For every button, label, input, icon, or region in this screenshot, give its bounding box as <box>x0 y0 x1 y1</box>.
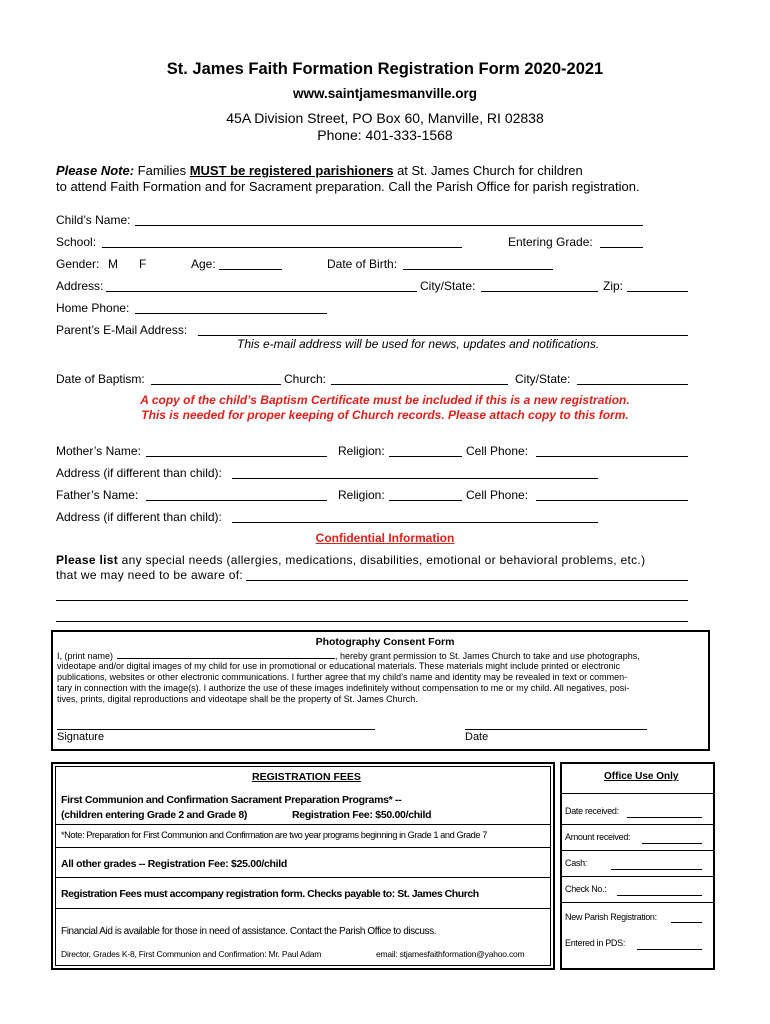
zip-field[interactable] <box>627 291 688 292</box>
office-title: Office Use Only <box>604 771 679 782</box>
fees-director: Director, Grades K-8, First Communion and Confirmation: Mr. Paul Adam <box>61 949 322 959</box>
office-date-received-field[interactable] <box>627 817 702 818</box>
registration-note <box>56 163 583 178</box>
parent-email-label: Parent’s E-Mail Address: <box>56 323 188 337</box>
fees-divider-4 <box>55 908 551 909</box>
mother-cell-field[interactable] <box>536 456 688 457</box>
signature-field[interactable] <box>57 729 375 730</box>
special-needs-field-3[interactable] <box>56 621 688 622</box>
fees-divider-2 <box>55 847 551 848</box>
fees-divider-3 <box>55 877 551 878</box>
confidential-title: Confidential Information <box>315 531 455 545</box>
gender-label: Gender: <box>56 257 100 271</box>
home-phone-field[interactable] <box>135 313 327 314</box>
gender-m-option[interactable]: M <box>108 257 118 271</box>
mother-name-label: Mother’s Name: <box>56 444 141 458</box>
baptism-date-label: Date of Baptism: <box>56 372 145 386</box>
father-name-label: Father’s Name: <box>56 488 139 502</box>
email-note: This e-mail address will be used for news, updates and notifications. <box>237 337 600 351</box>
entering-grade-label: Entering Grade: <box>508 235 593 249</box>
office-new-parish-field[interactable] <box>671 922 702 923</box>
baptism-city-label: City/State: <box>515 372 571 386</box>
office-check-label: Check No.: <box>565 884 607 894</box>
entering-grade-field[interactable] <box>600 247 643 248</box>
consent-date-field[interactable] <box>465 729 647 730</box>
mother-religion-label: Religion: <box>338 444 385 458</box>
dob-label: Date of Birth: <box>327 257 398 271</box>
fees-programs-fee: Registration Fee: $50.00/child <box>292 809 432 821</box>
consent-line-4: tary in connection with the image(s). I authorize the use of these images indefinitely without compensation to me or my child. All negatives, posi- <box>57 683 630 693</box>
mother-address-field[interactable] <box>232 478 598 479</box>
office-check-field[interactable] <box>617 895 702 896</box>
school-field[interactable] <box>102 247 462 248</box>
fees-accompany: Registration Fees must accompany registration form. Checks payable to: St. James Church <box>61 888 479 900</box>
signature-label: Signature <box>57 731 105 743</box>
office-divider-2 <box>562 824 713 825</box>
office-amount-field[interactable] <box>642 843 702 844</box>
office-pds-field[interactable] <box>637 949 702 950</box>
consent-line-1 <box>57 650 640 662</box>
office-divider-4 <box>562 876 713 877</box>
office-divider-5 <box>562 902 713 903</box>
child-name-field[interactable] <box>135 225 643 226</box>
office-date-received-label: Date received: <box>565 806 619 816</box>
parent-email-field[interactable] <box>198 335 688 336</box>
parish-address: 45A Division Street, PO Box 60, Manville, RI 02838 <box>226 110 544 126</box>
note-emphasis: MUST be registered parishioners <box>189 163 394 178</box>
school-label: School: <box>56 235 97 249</box>
office-divider-1 <box>562 793 713 794</box>
office-divider-3 <box>562 850 713 851</box>
special-needs-line2: that we may need to be aware of: <box>56 568 244 582</box>
consent-title: Photography Consent Form <box>315 636 455 648</box>
consent-line-1b: , hereby grant permission to St. James Church to take and use photographs, <box>335 651 640 661</box>
baptism-church-label: Church: <box>284 372 327 386</box>
parish-phone: Phone: 401-333-1568 <box>317 127 453 143</box>
address-label: Address: <box>56 279 104 293</box>
baptism-warning-2: This is needed for proper keeping of Church records. Please attach copy to this form. <box>141 408 629 422</box>
father-address-label: Address (if different than child): <box>56 510 222 524</box>
father-cell-label: Cell Phone: <box>466 488 529 502</box>
fees-programs-line2: (children entering Grade 2 and Grade 8) <box>61 809 248 821</box>
zip-label: Zip: <box>603 279 624 293</box>
special-needs-field-2[interactable] <box>56 600 688 601</box>
age-label: Age: <box>191 257 216 271</box>
note-label: Please Note: <box>56 163 135 178</box>
consent-print-name-label: I, (print name) <box>57 651 114 661</box>
consent-print-name-field[interactable] <box>117 650 335 659</box>
mother-religion-field[interactable] <box>389 456 462 457</box>
note-post: at St. James Church for children <box>397 163 583 178</box>
mother-cell-label: Cell Phone: <box>466 444 529 458</box>
office-new-parish-label: New Parish Registration: <box>565 912 657 922</box>
city-state-field[interactable] <box>481 291 598 292</box>
consent-date-label: Date <box>465 731 489 743</box>
age-field[interactable] <box>219 269 282 270</box>
father-name-field[interactable] <box>146 500 327 501</box>
father-religion-label: Religion: <box>338 488 385 502</box>
home-phone-label: Home Phone: <box>56 301 130 315</box>
child-name-label: Child’s Name: <box>56 213 131 227</box>
form-title: St. James Faith Formation Registration Form 2020-2021 <box>166 60 604 78</box>
consent-line-2: videotape and/or digital images of my child for use in promotional or educational materials. These materials might include printed or electronic <box>57 661 621 671</box>
fees-note: *Note: Preparation for First Communion and Confirmation are two year programs beginning in Grade 1 and Grade 7 <box>61 830 487 840</box>
office-cash-field[interactable] <box>611 869 702 870</box>
father-address-field[interactable] <box>232 522 598 523</box>
special-needs-lead: Please list <box>56 553 119 567</box>
father-cell-field[interactable] <box>536 500 688 501</box>
fees-divider-1 <box>55 824 551 825</box>
consent-line-3: publications, websites or other electronic communications. I further agree that my child’s name and identity may be revealed in text or commen- <box>57 672 628 682</box>
office-pds-label: Entered in PDS: <box>565 938 626 948</box>
baptism-date-field[interactable] <box>151 384 281 385</box>
baptism-warning-1: A copy of the child’s Baptism Certificate must be included if this is a new registration. <box>140 393 630 407</box>
consent-line-5: tives, prints, digital reproductions and videotape shall be the property of St. James Church. <box>57 694 418 704</box>
fees-other-grades: All other grades -- Registration Fee: $25.00/child <box>61 858 287 870</box>
special-needs-field-1[interactable] <box>246 580 688 581</box>
address-field[interactable] <box>106 291 417 292</box>
baptism-city-field[interactable] <box>577 384 688 385</box>
website-link[interactable]: www.saintjamesmanville.org <box>292 86 478 101</box>
note-pre: Families <box>137 163 187 178</box>
city-state-label: City/State: <box>420 279 476 293</box>
dob-field[interactable] <box>403 269 553 270</box>
fees-programs-line1: First Communion and Confirmation Sacrament Preparation Programs* -- <box>61 794 402 806</box>
mother-name-field[interactable] <box>146 456 327 457</box>
fees-email[interactable]: email: stjamesfaithformation@yahoo.com <box>376 949 525 959</box>
special-needs-prompt <box>56 553 645 567</box>
office-cash-label: Cash: <box>565 858 588 868</box>
fees-financial-aid: Financial Aid is available for those in need of assistance. Contact the Parish Office to discuss. <box>61 926 437 937</box>
fees-title: REGISTRATION FEES <box>252 771 361 783</box>
special-needs-text: any special needs (allergies, medications, disabilities, emotional or behavioral problems, etc.) <box>121 553 646 567</box>
office-amount-label: Amount received: <box>565 832 631 842</box>
gender-f-option[interactable]: F <box>139 257 147 271</box>
mother-address-label: Address (if different than child): <box>56 466 222 480</box>
note-line-2: to attend Faith Formation and for Sacrament preparation. Call the Parish Office for parish registration. <box>56 179 640 194</box>
father-religion-field[interactable] <box>389 500 462 501</box>
baptism-church-field[interactable] <box>331 384 508 385</box>
